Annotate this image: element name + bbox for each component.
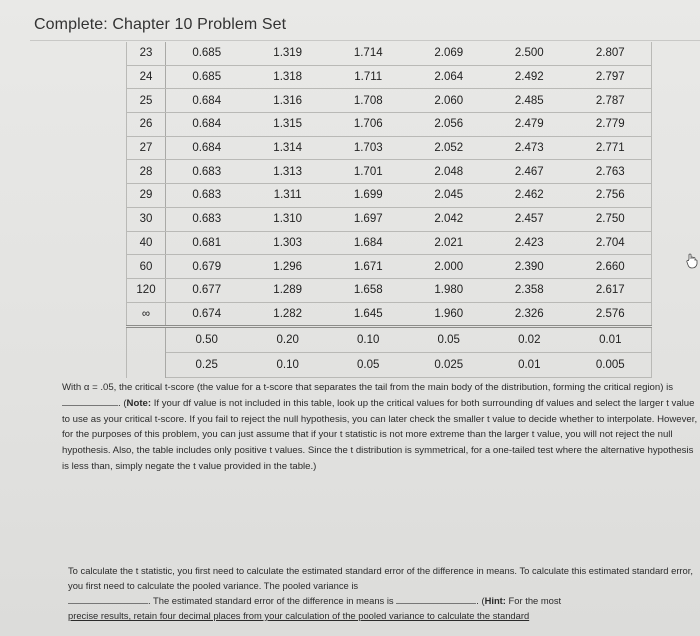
table-cell: 2.021 — [408, 231, 489, 255]
table-cell: 1.658 — [328, 278, 409, 302]
table-cell: 2.423 — [489, 231, 570, 255]
table-cell: 1.706 — [328, 113, 409, 137]
df-cell-empty — [127, 353, 166, 378]
table-cell: 0.681 — [166, 231, 248, 255]
t-table — [126, 42, 652, 378]
table-cell: 2.756 — [570, 184, 652, 208]
alpha-cell: 0.10 — [247, 353, 328, 378]
table-cell: 1.697 — [328, 207, 409, 231]
table-cell: 1.980 — [408, 278, 489, 302]
table-row — [127, 136, 652, 160]
t-distribution-table — [126, 42, 652, 378]
alpha-cell: 0.02 — [489, 327, 570, 353]
table-cell: 1.289 — [247, 278, 328, 302]
table-cell: 1.282 — [247, 302, 328, 327]
table-cell: 2.750 — [570, 207, 652, 231]
table-cell: 2.064 — [408, 65, 489, 89]
table-cell: 0.679 — [166, 255, 248, 279]
df-cell: 23 — [127, 42, 166, 65]
table-cell: 0.677 — [166, 278, 248, 302]
table-row — [127, 278, 652, 302]
table-cell: 2.479 — [489, 113, 570, 137]
table-cell: 1.296 — [247, 255, 328, 279]
table-cell: 1.311 — [247, 184, 328, 208]
table-cell: 2.500 — [489, 42, 570, 65]
alpha-cell: 0.025 — [408, 353, 489, 378]
note-label: Note: — [126, 397, 152, 409]
table-cell: 2.069 — [408, 42, 489, 65]
table-cell: 2.060 — [408, 89, 489, 113]
table-cell: 1.708 — [328, 89, 409, 113]
df-cell: 60 — [127, 255, 166, 279]
table-cell: 1.316 — [247, 89, 328, 113]
table-cell: 2.485 — [489, 89, 570, 113]
alpha-cell: 0.20 — [247, 327, 328, 353]
table-cell: 2.787 — [570, 89, 652, 113]
table-cell: 1.314 — [247, 136, 328, 160]
table-cell: 1.303 — [247, 231, 328, 255]
table-cell: 2.807 — [570, 42, 652, 65]
question-critical-t: With α = .05, the critical t-score (the value for a t-score that separates the tail from the main body of the distribution, forming the critical region) is . (Note: If your df value is not included in this table, look up the critical values for both surrounding df values and select the larger t value to use as your critical t-score. If you fail to reject the null hypothesis, you can later check the smaller t value to decide whether to interpolate. However, for the purposes of this problem, you can just assume that if your t statistic is not more extreme than the larger t value, you will not reject the null hypothesis. Also, the table includes only positive t values. Since the t distribution is symmetrical, for a one-tailed test where the alternative hypothesis is less than, simply negate the t value provided in the table.) — [62, 382, 698, 472]
table-cell: 0.684 — [166, 113, 248, 137]
note-text: If your df value is not included in this table, look up the critical values for both surrounding df values and select the larger t value to use as your critical t-score. If you fail to reject the null hypothesis, you can later check the smaller t value to decide whether to interpolate. However, for the purposes of this problem, you can just assume that if your t statistic is not more extreme than the larger t value, you will not reject the null hypothesis. Also, the table includes only positive t values. Since the t distribution is symmetrical, for a one-tailed test where the alternative hypothesis is less than, simply negate the t value provided in the table.) — [62, 397, 698, 472]
df-cell: 40 — [127, 231, 166, 255]
table-cell: 1.645 — [328, 302, 409, 327]
mouse-cursor-icon — [686, 253, 698, 269]
table-cell: 1.701 — [328, 160, 409, 184]
table-row — [127, 184, 652, 208]
alpha-cell: 0.10 — [328, 327, 409, 353]
table-cell: 2.576 — [570, 302, 652, 327]
table-row — [127, 65, 652, 89]
table-cell: 0.685 — [166, 42, 248, 65]
table-cell: 1.714 — [328, 42, 409, 65]
table-cell: 2.492 — [489, 65, 570, 89]
table-cell: 0.685 — [166, 65, 248, 89]
title-divider — [30, 40, 700, 41]
table-cell: 1.703 — [328, 136, 409, 160]
question-text: With α = .05, the critical t-score (the value for a t-score that separates the tail from the main body of the distribution, forming the critical region) is — [62, 382, 674, 393]
question-t-statistic: To calculate the t statistic, you first need to calculate the estimated standard error of the difference in means. To calculate this estimated standard error, you first need to calculate the pooled variance. The pooled variance is . The estimated standard error of the difference in means is . (Hint: For the most precise results, retain four decimal places from your calculation of the pooled variance to calculate the standard — [68, 565, 693, 621]
table-cell: 2.048 — [408, 160, 489, 184]
alpha-row — [127, 353, 652, 378]
table-row — [127, 89, 652, 113]
table-row — [127, 207, 652, 231]
df-cell-empty — [127, 327, 166, 353]
pooled-variance-answer-field[interactable] — [68, 595, 148, 604]
table-row — [127, 42, 652, 65]
alpha-cell: 0.25 — [166, 353, 248, 378]
hint-label: Hint: — [484, 595, 506, 606]
table-cell: 1.313 — [247, 160, 328, 184]
table-cell: 0.684 — [166, 136, 248, 160]
df-cell: 24 — [127, 65, 166, 89]
table-cell: 2.056 — [408, 113, 489, 137]
alpha-cell: 0.01 — [570, 327, 652, 353]
table-cell: 2.617 — [570, 278, 652, 302]
table-cell: 1.318 — [247, 65, 328, 89]
table-row — [127, 160, 652, 184]
question-text-2: To calculate the t statistic, you first need to calculate the estimated standard error of the difference in means. To calculate this estimated standard error, you first need to calculate the pooled variance. The pooled variance is — [68, 565, 693, 591]
table-row — [127, 113, 652, 137]
table-cell: 2.358 — [489, 278, 570, 302]
table-cell: 1.315 — [247, 113, 328, 137]
table-cell: 1.310 — [247, 207, 328, 231]
table-cell: 2.763 — [570, 160, 652, 184]
alpha-cell: 0.50 — [166, 327, 248, 353]
table-cell: 2.797 — [570, 65, 652, 89]
hint-text: precise results, retain four decimal places from your calculation of the pooled variance to calculate the standard — [68, 610, 530, 621]
table-cell: 2.779 — [570, 113, 652, 137]
table-cell: 1.960 — [408, 302, 489, 327]
alpha-cell: 0.005 — [570, 353, 652, 378]
table-cell: 1.711 — [328, 65, 409, 89]
table-cell: 1.671 — [328, 255, 409, 279]
table-cell: 2.467 — [489, 160, 570, 184]
alpha-cell: 0.05 — [328, 353, 409, 378]
table-cell: 1.699 — [328, 184, 409, 208]
df-cell: ∞ — [127, 302, 166, 327]
table-cell: 2.052 — [408, 136, 489, 160]
df-cell: 29 — [127, 184, 166, 208]
table-cell: 1.319 — [247, 42, 328, 65]
df-cell: 28 — [127, 160, 166, 184]
table-cell: 2.390 — [489, 255, 570, 279]
table-cell: 2.660 — [570, 255, 652, 279]
table-cell: 2.045 — [408, 184, 489, 208]
table-cell: 2.704 — [570, 231, 652, 255]
df-cell: 120 — [127, 278, 166, 302]
table-row — [127, 302, 652, 327]
table-cell: 0.683 — [166, 160, 248, 184]
df-cell: 27 — [127, 136, 166, 160]
table-cell: 2.457 — [489, 207, 570, 231]
table-cell: 1.684 — [328, 231, 409, 255]
table-cell: 0.674 — [166, 302, 248, 327]
table-cell: 0.683 — [166, 184, 248, 208]
alpha-cell: 0.01 — [489, 353, 570, 378]
page-title: Complete: Chapter 10 Problem Set — [34, 16, 287, 33]
df-cell: 30 — [127, 207, 166, 231]
table-cell: 0.684 — [166, 89, 248, 113]
critical-t-answer-field[interactable] — [62, 397, 118, 406]
table-cell: 0.683 — [166, 207, 248, 231]
table-cell: 2.326 — [489, 302, 570, 327]
alpha-row — [127, 327, 652, 353]
table-cell: 2.000 — [408, 255, 489, 279]
df-cell: 25 — [127, 89, 166, 113]
table-cell: 2.462 — [489, 184, 570, 208]
alpha-cell: 0.05 — [408, 327, 489, 353]
table-cell: 2.473 — [489, 136, 570, 160]
df-cell: 26 — [127, 113, 166, 137]
table-cell: 2.042 — [408, 207, 489, 231]
standard-error-answer-field[interactable] — [396, 595, 476, 604]
table-cell: 2.771 — [570, 136, 652, 160]
table-row — [127, 255, 652, 279]
table-row — [127, 231, 652, 255]
